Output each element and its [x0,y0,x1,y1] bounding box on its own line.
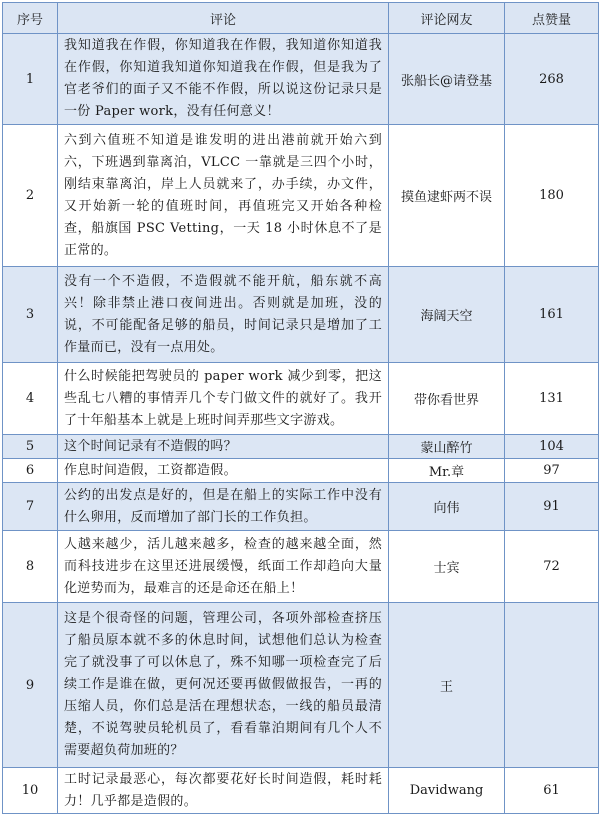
row-index: 4 [3,363,58,435]
table-row [3,34,599,125]
table-row [3,363,599,435]
row-comment: 公约的出发点是好的，但是在船上的实际工作中没有什么卵用，反而增加了部门长的工作负担。 [58,483,389,531]
row-comment: 什么时候能把驾驶员的 paper work 减少到零，把这些乱七八糟的事情弄几个专门做文件的就好了。我开了十年船基本上就是上班时间弄那些文字游戏。 [58,363,389,435]
row-index: 2 [3,125,58,267]
row-user: 张船长@请登基 [389,34,505,125]
header-comment: 评论 [58,3,389,34]
row-comment: 我知道我在作假，你知道我在作假，我知道你知道我在作假，你知道我知道你知道我在作假，但是我为了官老爷们的面子又不能不作假，所以说这份记录只是一份 Paper work，没有任何意义！ [58,34,389,125]
row-comment: 没有一个不造假，不造假就不能开航，船东就不高兴！除非禁止港口夜间进出。否则就是加班，没的说，不可能配备足够的船员，时间记录只是增加了工作量而已，没有一点用处。 [58,267,389,363]
row-likes: 72 [505,531,599,603]
row-likes [505,603,599,768]
row-index: 10 [3,768,58,814]
row-comment: 工时记录最恶心，每次都要花好长时间造假，耗时耗力！几乎都是造假的。 [58,768,389,814]
comments-table [2,2,599,814]
table-row [3,531,599,603]
table-row [3,459,599,483]
row-index: 5 [3,435,58,459]
row-user: Davidwang [389,768,505,814]
row-comment: 这个时间记录有不造假的吗？ [58,435,389,459]
row-comment: 作息时间造假，工资都造假。 [58,459,389,483]
row-comment: 这是个很奇怪的问题，管理公司，各项外部检查挤压了船员原本就不多的休息时间，试想他们总认为检查完了就没事了可以休息了，殊不知哪一项检查完了后续工作是谁在做，更何况还要再做假做报告，一再的压缩人员，你们总是活在理想状态，一线的船员最清楚，不说驾驶员轮机员了，看看靠泊期间有几个人不需要超负荷加班的？ [58,603,389,768]
header-likes: 点赞量 [505,3,599,34]
row-index: 7 [3,483,58,531]
row-likes: 104 [505,435,599,459]
row-likes: 131 [505,363,599,435]
row-user: 带你看世界 [389,363,505,435]
header-index: 序号 [3,3,58,34]
row-likes: 97 [505,459,599,483]
row-likes: 161 [505,267,599,363]
table-row [3,125,599,267]
row-index: 8 [3,531,58,603]
table-row [3,483,599,531]
row-index: 3 [3,267,58,363]
table-row [3,768,599,814]
row-comment: 六到六值班不知道是谁发明的进出港前就开始六到六，下班遇到靠离泊，VLCC 一靠就是三四个小时，刚结束靠离泊，岸上人员就来了，办手续，办文件，又开始新一轮的值班时间，再值班完又开始各种检查，船旗国 PSC Vetting，一天 18 小时休息不了是正常的。 [58,125,389,267]
row-index: 6 [3,459,58,483]
header-row [3,3,599,34]
table-row [3,267,599,363]
row-user: 向伟 [389,483,505,531]
row-user: 摸鱼逮虾两不误 [389,125,505,267]
row-user: 蒙山醉竹 [389,435,505,459]
row-likes: 61 [505,768,599,814]
header-user: 评论网友 [389,3,505,34]
row-likes: 180 [505,125,599,267]
table-row [3,603,599,768]
row-user: 王 [389,603,505,768]
table-row [3,435,599,459]
row-likes: 268 [505,34,599,125]
row-index: 9 [3,603,58,768]
row-user: 士宾 [389,531,505,603]
row-index: 1 [3,34,58,125]
row-user: 海阔天空 [389,267,505,363]
row-likes: 91 [505,483,599,531]
row-user: Mr.章 [389,459,505,483]
row-comment: 人越来越少，活儿越来越多，检查的越来越全面，然而科技进步在这里还进展缓慢，纸面工作却趋向大量化逆势而为，最难言的还是命还在船上！ [58,531,389,603]
